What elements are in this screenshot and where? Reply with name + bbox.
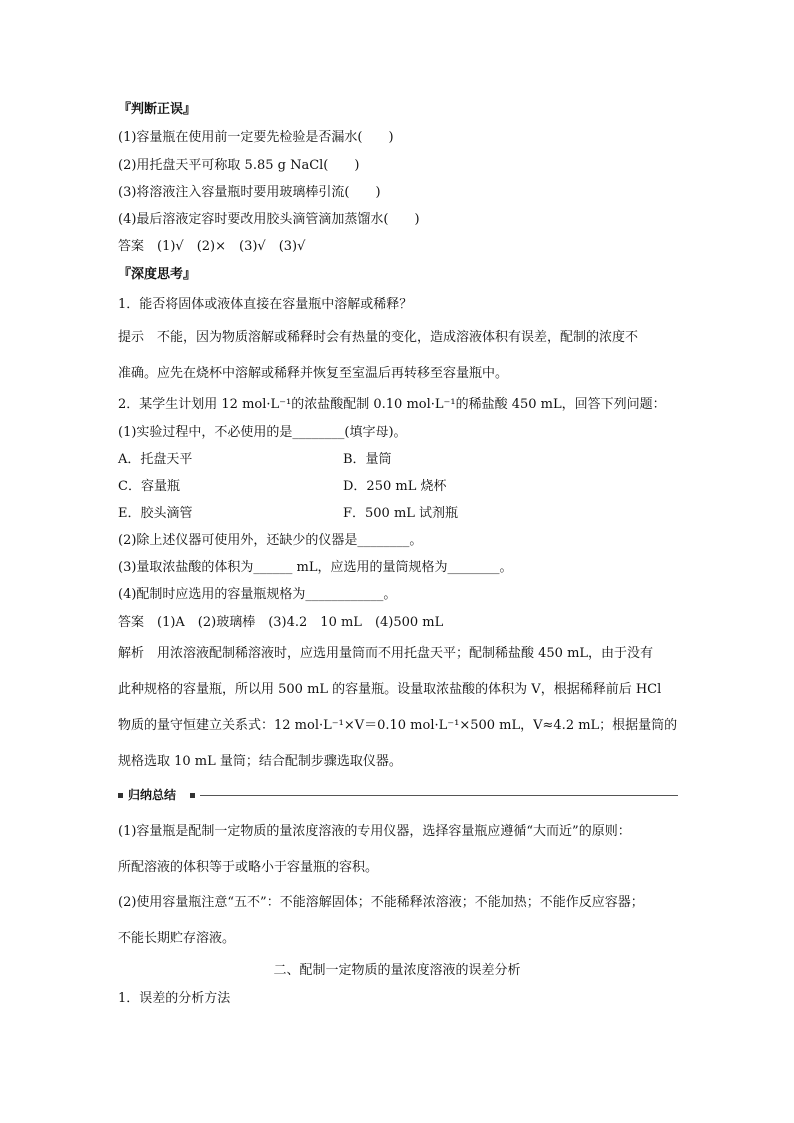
section-2-title: 二、配制一定物质的量浓度溶液的误差分析 [273, 963, 521, 978]
option-e: E．胶头滴管 [118, 506, 193, 521]
question-2-part-4: (4)配制时应选用的容量瓶规格为____________。 [118, 587, 397, 602]
option-b: B．量筒 [343, 452, 392, 467]
summary-p1-line-2: 所配溶液的体积等于或略小于容量瓶的容积。 [118, 860, 379, 875]
summary-header [118, 788, 678, 802]
question-2: 2．某学生计划用 12 mol·L⁻¹的浓盐酸配制 0.10 mol·L⁻¹的稀盐酸 450 mL，回答下列问题： [118, 397, 666, 412]
think-heading: 『深度思考』 [118, 267, 197, 282]
question-2-part-1: (1)实验过程中，不必使用的是________(填字母)。 [118, 425, 407, 440]
hint-line-1: 提示 不能，因为物质溶解或稀释时会有热量的变化，造成溶液体积有误差，配制的浓度不 [118, 330, 639, 345]
judge-item-3: (3)将溶液注入容量瓶时要用玻璃棒引流( ) [118, 185, 381, 200]
option-c: C．容量瓶 [118, 479, 180, 494]
section-2-subheading: 1．误差的分析方法 [118, 991, 231, 1006]
option-f: F．500 mL 试剂瓶 [343, 506, 459, 521]
question-2-part-2: (2)除上述仪器可使用外，还缺少的仪器是________。 [118, 533, 423, 548]
option-d: D．250 mL 烧杯 [343, 479, 447, 494]
analysis-line-2: 此种规格的容量瓶，所以用 500 mL 的容量瓶。设量取浓盐酸的体积为 V，根据稀释前后 HCl [118, 682, 662, 697]
summary-rule [200, 795, 678, 796]
summary-heading: 归纳总结 [128, 788, 177, 802]
summary-p2-line-2: 不能长期贮存溶液。 [118, 931, 236, 946]
judge-answer: 答案 (1)√ (2)× (3)√ (3)√ [118, 239, 306, 254]
analysis-line-1: 解析 用浓溶液配制稀溶液时，应选用量筒而不用托盘天平；配制稀盐酸 450 mL，由于没有 [118, 646, 654, 661]
analysis-line-3: 物质的量守恒建立关系式：12 mol·L⁻¹×V＝0.10 mol·L⁻¹×500 mL，V≈4.2 mL；根据量筒的 [118, 718, 678, 733]
question-1: 1．能否将固体或液体直接在容量瓶中溶解或稀释？ [118, 297, 413, 312]
summary-left-marker [118, 793, 123, 798]
option-a: A．托盘天平 [118, 452, 193, 467]
judge-item-1: (1)容量瓶在使用前一定要先检验是否漏水( ) [118, 130, 394, 145]
judge-heading: 『判断正误』 [118, 102, 197, 117]
analysis-line-4: 规格选取 10 mL 量筒；结合配制步骤选取仪器。 [118, 754, 402, 769]
summary-p2-line-1: (2)使用容量瓶注意“五不”：不能溶解固体；不能稀释浓溶液；不能加热；不能作反应容器； [118, 895, 644, 910]
summary-right-marker [190, 793, 195, 798]
hint-line-2: 准确。应先在烧杯中溶解或稀释并恢复至室温后再转移至容量瓶中。 [118, 366, 509, 381]
judge-item-4: (4)最后溶液定容时要改用胶头滴管滴加蒸馏水( ) [118, 212, 420, 227]
summary-p1-line-1: (1)容量瓶是配制一定物质的量浓度溶液的专用仪器，选择容量瓶应遵循“大而近”的原则： [118, 824, 631, 839]
question-2-part-3: (3)量取浓盐酸的体积为______ mL，应选用的量筒规格为________。 [118, 560, 513, 575]
judge-item-2: (2)用托盘天平可称取 5.85 g NaCl( ) [118, 158, 360, 173]
answer-2: 答案 (1)A (2)玻璃棒 (3)4.2 10 mL (4)500 mL [118, 615, 444, 630]
